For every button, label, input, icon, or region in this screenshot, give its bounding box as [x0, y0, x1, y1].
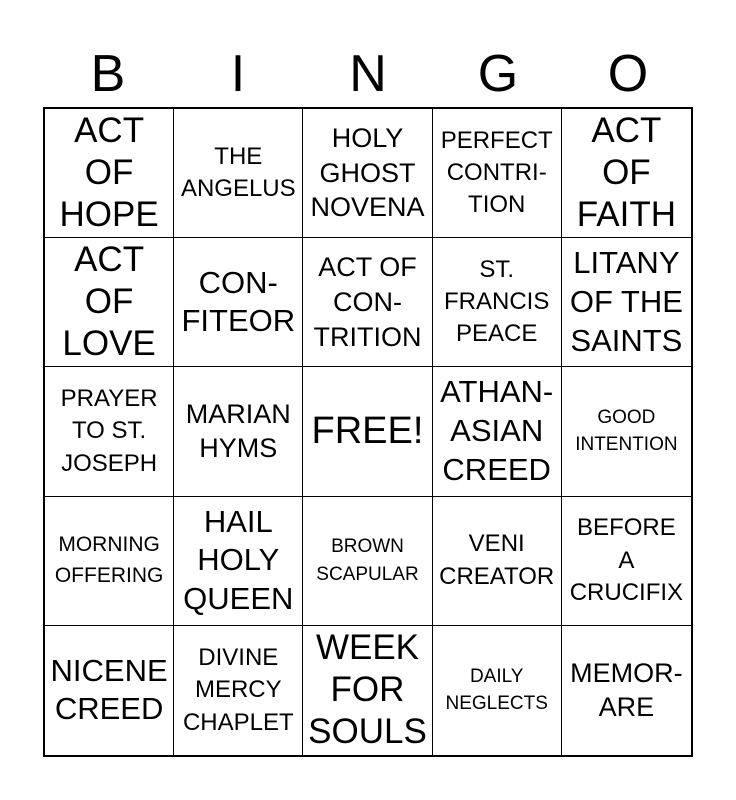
bingo-cell[interactable]	[174, 497, 303, 626]
bingo-cell-text: HOLY GHOST NOVENA	[310, 123, 425, 223]
bingo-cell-text: GOOD INTENTION	[575, 406, 678, 456]
bingo-cell-text: MARIAN HYMS	[185, 398, 291, 464]
bingo-cell-text: ACT OF FAITH	[576, 111, 676, 235]
bingo-cell[interactable]	[303, 497, 432, 626]
bingo-cell[interactable]	[174, 238, 303, 367]
bingo-cell[interactable]	[174, 367, 303, 496]
bingo-cell-text: VENI CREATOR	[439, 530, 555, 590]
free-space[interactable]	[303, 367, 432, 496]
header-letter-i: I	[230, 45, 246, 103]
bingo-cell-text: MORNING OFFERING	[54, 533, 164, 587]
bingo-cell[interactable]	[45, 497, 174, 626]
bingo-cell[interactable]	[562, 238, 691, 367]
bingo-board	[43, 107, 693, 757]
bingo-cell[interactable]	[433, 626, 562, 755]
header-letter-g: G	[477, 45, 519, 103]
bingo-cell-text: DIVINE MERCY CHAPLET	[182, 643, 294, 736]
bingo-cell[interactable]	[433, 367, 562, 496]
bingo-cell-text: HAIL HOLY QUEEN	[183, 503, 294, 617]
bingo-cell[interactable]	[562, 367, 691, 496]
bingo-cell[interactable]	[303, 626, 432, 755]
bingo-cell-text: BROWN SCAPULAR	[316, 536, 419, 585]
bingo-cell[interactable]	[562, 626, 691, 755]
bingo-cell[interactable]	[45, 367, 174, 496]
bingo-cell[interactable]	[303, 238, 432, 367]
bingo-cell-text: PERFECT CONTRI- TION	[440, 126, 553, 219]
bingo-cell-text: ACT OF HOPE	[59, 111, 159, 235]
bingo-cell[interactable]	[433, 238, 562, 367]
bingo-cell-text: ATHAN- ASIAN CREED	[440, 374, 554, 487]
bingo-cell[interactable]	[45, 238, 174, 367]
bingo-cell-text: ST. FRANCIS PEACE	[444, 255, 550, 348]
bingo-cell[interactable]	[562, 497, 691, 626]
bingo-cell[interactable]	[433, 109, 562, 238]
bingo-cell-text: CON- FITEOR	[181, 264, 296, 339]
bingo-cell[interactable]	[174, 626, 303, 755]
free-space-label: FREE!	[311, 410, 424, 453]
bingo-cell[interactable]	[562, 109, 691, 238]
bingo-cell[interactable]	[45, 626, 174, 755]
bingo-cell-text: ACT OF CON- TRITION	[313, 252, 422, 352]
bingo-cell[interactable]	[45, 109, 174, 238]
bingo-cell[interactable]	[174, 109, 303, 238]
header-letter-n: N	[349, 45, 387, 103]
bingo-cell-text: BEFORE A CRUCIFIX	[569, 514, 684, 606]
bingo-cell[interactable]	[433, 497, 562, 626]
bingo-cell-text: NICENE CREED	[50, 652, 168, 727]
header-letter-o: O	[607, 45, 649, 103]
bingo-cell-text: DAILY NEGLECTS	[445, 665, 548, 715]
bingo-cell-text: WEEK FOR SOULS	[308, 628, 427, 752]
bingo-cell-text: LITANY OF THE SAINTS	[569, 245, 683, 358]
bingo-cell[interactable]	[303, 109, 432, 238]
bingo-cell-text: ACT OF LOVE	[62, 240, 156, 364]
bingo-cell-text: THE ANGELUS	[180, 142, 296, 203]
bingo-cell-text: PRAYER TO ST. JOSEPH	[60, 384, 158, 477]
bingo-header	[43, 44, 693, 104]
header-letter-b: B	[90, 45, 126, 103]
bingo-cell-text: MEMOR- ARE	[570, 657, 683, 723]
